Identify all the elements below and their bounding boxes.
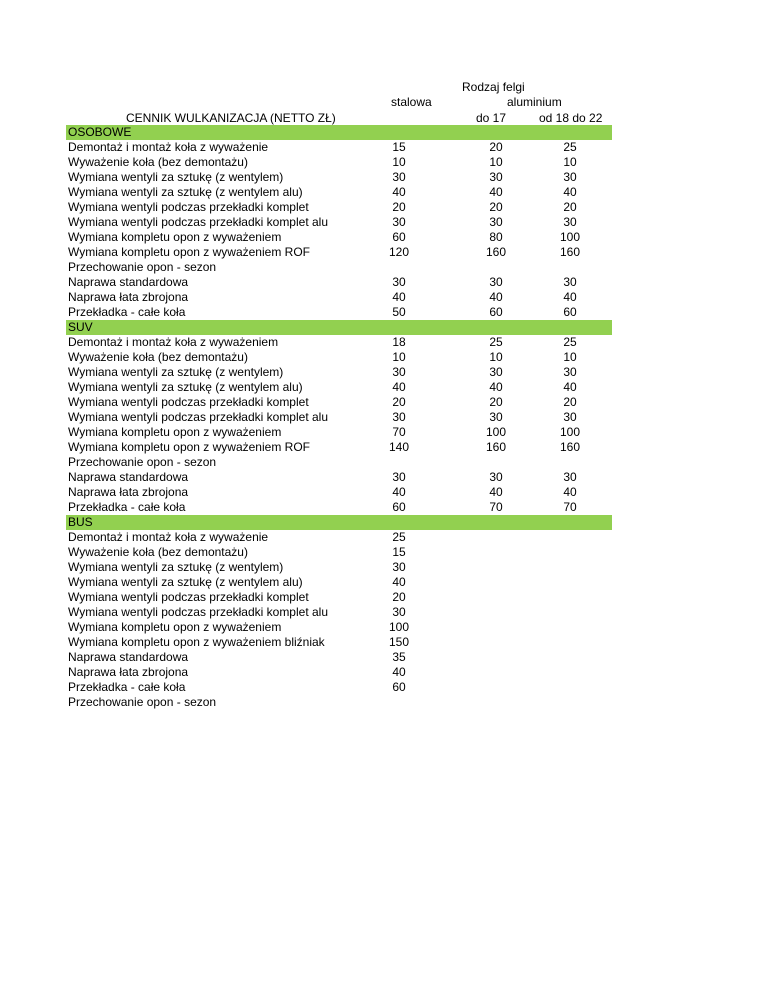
table-row [66, 590, 612, 605]
service-label: Wyważenie koła (bez demontażu) [68, 155, 248, 169]
price-steel: 40 [392, 665, 406, 679]
price-list-title: CENNIK WULKANIZACJA (NETTO ZŁ) [126, 111, 336, 125]
price-alu-18-22: 25 [563, 140, 577, 154]
service-label: Przekładka - całe koła [68, 305, 186, 319]
table-row [66, 620, 612, 635]
table-row [66, 185, 612, 200]
price-alu-up-to-17: 20 [489, 395, 503, 409]
service-label: Wymiana wentyli za sztukę (z wentylem alu) [68, 575, 303, 589]
table-row [66, 485, 612, 500]
price-alu-18-22: 40 [563, 485, 577, 499]
service-label: Wymiana wentyli podczas przekładki komplet alu [68, 410, 329, 424]
price-alu-up-to-17: 100 [485, 425, 507, 439]
up-to-17-heading: do 17 [476, 111, 507, 125]
price-steel: 18 [392, 335, 406, 349]
table-row [66, 350, 612, 365]
table-row [66, 155, 612, 170]
price-alu-up-to-17: 30 [489, 365, 503, 379]
price-alu-18-22: 30 [563, 410, 577, 424]
price-alu-up-to-17: 25 [489, 335, 503, 349]
price-alu-up-to-17: 40 [489, 485, 503, 499]
price-alu-up-to-17: 40 [489, 380, 503, 394]
service-label: Wymiana wentyli podczas przekładki komplet [68, 590, 309, 604]
table-row [66, 635, 612, 650]
price-steel: 20 [392, 590, 406, 604]
service-label: Wymiana wentyli podczas przekładki komplet alu [68, 605, 329, 619]
table-row [66, 365, 612, 380]
price-steel: 25 [392, 530, 406, 544]
price-table [66, 125, 612, 710]
table-row [66, 545, 612, 560]
price-alu-18-22: 20 [563, 200, 577, 214]
price-steel: 15 [392, 545, 406, 559]
price-steel: 150 [388, 635, 410, 649]
section-name: BUS [68, 515, 93, 529]
section-header [66, 125, 612, 140]
price-alu-18-22: 160 [559, 245, 581, 259]
price-alu-18-22: 20 [563, 395, 577, 409]
price-alu-18-22: 60 [563, 305, 577, 319]
service-label: Wymiana kompletu opon z wyważeniem bliźniak [68, 635, 325, 649]
table-row [66, 695, 612, 710]
price-alu-up-to-17: 20 [489, 200, 503, 214]
service-label: Demontaż i montaż koła z wyważeniem [68, 335, 279, 349]
price-alu-up-to-17: 30 [489, 410, 503, 424]
table-row [66, 410, 612, 425]
service-label: Wymiana kompletu opon z wyważeniem [68, 425, 282, 439]
price-steel: 40 [392, 485, 406, 499]
price-steel: 40 [392, 290, 406, 304]
service-label: Przechowanie opon - sezon [68, 455, 217, 469]
service-label: Demontaż i montaż koła z wyważenie [68, 140, 269, 154]
price-steel: 60 [392, 500, 406, 514]
price-alu-up-to-17: 30 [489, 275, 503, 289]
price-alu-up-to-17: 10 [489, 155, 503, 169]
price-steel: 60 [392, 680, 406, 694]
price-steel: 30 [392, 365, 406, 379]
table-row [66, 395, 612, 410]
service-label: Naprawa standardowa [68, 275, 189, 289]
service-label: Naprawa standardowa [68, 650, 189, 664]
price-steel: 60 [392, 230, 406, 244]
service-label: Wyważenie koła (bez demontażu) [68, 545, 248, 559]
table-row [66, 200, 612, 215]
table-row [66, 530, 612, 545]
price-alu-18-22: 30 [563, 215, 577, 229]
price-steel: 30 [392, 215, 406, 229]
table-row [66, 215, 612, 230]
table-row [66, 380, 612, 395]
table-row [66, 245, 612, 260]
price-alu-up-to-17: 40 [489, 290, 503, 304]
service-label: Wymiana kompletu opon z wyważeniem ROF [68, 440, 310, 454]
price-alu-18-22: 160 [559, 440, 581, 454]
table-row [66, 425, 612, 440]
price-alu-up-to-17: 30 [489, 215, 503, 229]
price-alu-18-22: 100 [559, 425, 581, 439]
table-row [66, 650, 612, 665]
section-name: SUV [68, 320, 93, 334]
table-row [66, 260, 612, 275]
service-label: Wymiana wentyli za sztukę (z wentylem alu) [68, 380, 303, 394]
section-name: OSOBOWE [68, 125, 132, 139]
price-steel: 35 [392, 650, 406, 664]
service-label: Wymiana wentyli za sztukę (z wentylem) [68, 365, 284, 379]
price-alu-18-22: 40 [563, 185, 577, 199]
price-alu-up-to-17: 10 [489, 350, 503, 364]
price-alu-18-22: 30 [563, 275, 577, 289]
service-label: Wymiana wentyli podczas przekładki komplet alu [68, 215, 329, 229]
table-row [66, 680, 612, 695]
table-row [66, 335, 612, 350]
service-label: Wyważenie koła (bez demontażu) [68, 350, 248, 364]
table-row [66, 305, 612, 320]
price-steel: 30 [392, 560, 406, 574]
service-label: Wymiana wentyli za sztukę (z wentylem) [68, 560, 284, 574]
table-row [66, 455, 612, 470]
service-label: Przechowanie opon - sezon [68, 260, 217, 274]
service-label: Wymiana wentyli za sztukę (z wentylem alu) [68, 185, 303, 199]
price-steel: 15 [392, 140, 406, 154]
service-label: Naprawa standardowa [68, 470, 189, 484]
service-label: Wymiana kompletu opon z wyważeniem ROF [68, 245, 310, 259]
service-label: Naprawa łata zbrojona [68, 665, 189, 679]
table-row [66, 605, 612, 620]
price-steel: 40 [392, 575, 406, 589]
price-alu-up-to-17: 30 [489, 170, 503, 184]
service-label: Wymiana kompletu opon z wyważeniem [68, 230, 282, 244]
price-alu-18-22: 25 [563, 335, 577, 349]
price-alu-18-22: 40 [563, 290, 577, 304]
service-label: Wymiana wentyli za sztukę (z wentylem) [68, 170, 284, 184]
service-label: Wymiana wentyli podczas przekładki komplet [68, 395, 309, 409]
table-row [66, 560, 612, 575]
price-steel: 10 [392, 155, 406, 169]
table-row [66, 575, 612, 590]
price-steel: 140 [388, 440, 410, 454]
price-steel: 30 [392, 275, 406, 289]
service-label: Przekładka - całe koła [68, 500, 186, 514]
price-alu-up-to-17: 40 [489, 185, 503, 199]
price-steel: 30 [392, 605, 406, 619]
price-alu-up-to-17: 30 [489, 470, 503, 484]
service-label: Wymiana wentyli podczas przekładki komplet [68, 200, 309, 214]
table-row [66, 140, 612, 155]
table-row [66, 665, 612, 680]
price-alu-18-22: 10 [563, 155, 577, 169]
price-alu-18-22: 40 [563, 380, 577, 394]
price-alu-up-to-17: 70 [489, 500, 503, 514]
section-header [66, 320, 612, 335]
price-alu-18-22: 10 [563, 350, 577, 364]
table-row [66, 470, 612, 485]
price-steel: 20 [392, 395, 406, 409]
price-alu-up-to-17: 20 [489, 140, 503, 154]
service-label: Wymiana kompletu opon z wyważeniem [68, 620, 282, 634]
price-alu-18-22: 30 [563, 470, 577, 484]
price-steel: 10 [392, 350, 406, 364]
price-steel: 70 [392, 425, 406, 439]
table-row [66, 440, 612, 455]
price-alu-18-22: 70 [563, 500, 577, 514]
18-to-22-heading: od 18 do 22 [539, 111, 603, 125]
price-steel: 30 [392, 170, 406, 184]
price-steel: 30 [392, 470, 406, 484]
service-label: Naprawa łata zbrojona [68, 485, 189, 499]
rim-type-heading: Rodzaj felgi [462, 80, 525, 94]
table-row [66, 290, 612, 305]
price-alu-18-22: 30 [563, 365, 577, 379]
service-label: Przechowanie opon - sezon [68, 695, 217, 709]
aluminium-heading: aluminium [507, 95, 562, 109]
table-header [66, 78, 612, 126]
price-steel: 40 [392, 380, 406, 394]
table-row [66, 170, 612, 185]
price-steel: 50 [392, 305, 406, 319]
table-row [66, 275, 612, 290]
price-alu-up-to-17: 160 [485, 245, 507, 259]
price-alu-up-to-17: 60 [489, 305, 503, 319]
table-row [66, 500, 612, 515]
price-steel: 120 [388, 245, 410, 259]
price-alu-up-to-17: 160 [485, 440, 507, 454]
price-alu-18-22: 100 [559, 230, 581, 244]
price-steel: 40 [392, 185, 406, 199]
table-row [66, 230, 612, 245]
price-steel: 100 [388, 620, 410, 634]
price-alu-18-22: 30 [563, 170, 577, 184]
service-label: Demontaż i montaż koła z wyważenie [68, 530, 269, 544]
price-alu-up-to-17: 80 [489, 230, 503, 244]
service-label: Przekładka - całe koła [68, 680, 186, 694]
steel-heading: stalowa [391, 95, 432, 109]
section-header [66, 515, 612, 530]
price-steel: 20 [392, 200, 406, 214]
price-steel: 30 [392, 410, 406, 424]
service-label: Naprawa łata zbrojona [68, 290, 189, 304]
